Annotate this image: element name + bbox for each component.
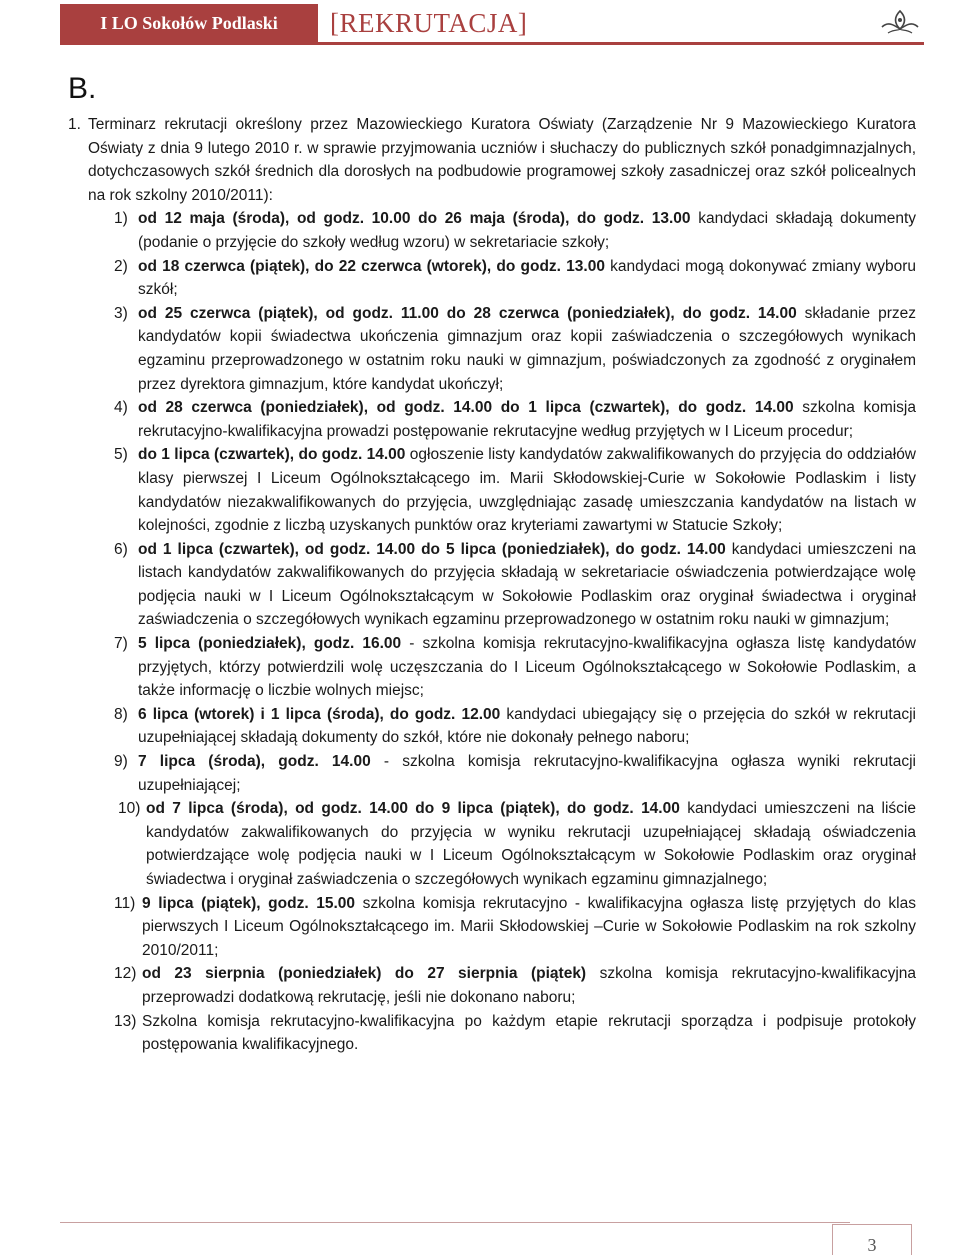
list-item <box>114 962 916 1009</box>
item-text <box>138 538 916 632</box>
item-text <box>146 797 916 891</box>
item-number: 7) <box>114 635 128 653</box>
item-description: Szkolna komisja rekrutacyjno-kwalifikacyjna po każdym etapie rekrutacji sporządza i podpisuje protokoły postępowania kwalifikacyjnego. <box>142 1012 916 1054</box>
page-number: 3 <box>867 1235 877 1255</box>
document-body <box>68 113 916 1057</box>
item-date: od 23 sierpnia (poniedziałek) do 27 sierpnia (piątek) <box>142 965 587 983</box>
school-name: I LO Sokołów Podlaski <box>60 4 318 42</box>
item-description: kandydaci ubiegający się o przejęcia do szkół w rekrutacji uzupełniającej składają dokumenty do szkół, które nie dokonały pełnego naboru; <box>138 705 916 747</box>
list-item <box>114 396 916 443</box>
item-text <box>138 703 916 750</box>
list-item <box>114 750 916 797</box>
list-item <box>114 1010 916 1057</box>
item-date: 9 lipca (piątek), godz. 15.00 <box>142 894 356 912</box>
item-text <box>138 396 916 443</box>
item-date: od 18 czerwca (piątek), do 22 czerwca (wtorek), do godz. 13.00 <box>138 257 605 275</box>
item-text <box>138 632 916 703</box>
list-item <box>114 302 916 396</box>
item-number: 10) <box>118 800 141 818</box>
item-description: ogłoszenie listy kandydatów zakwalifikowanych do przyjęcia do oddziałów klasy pierwszej I Liceum Ogólnokształcącego im. Marii Skłodowskiej-Curie w Sokołowie Podlaskim i listy kandydatów niezakwalifikowanych do przyjęcia, uwzględniając zasadę umieszczania kandydatów na listach w kolejności, zgodnie z liczbą uzyskanych punktów oraz kryteriami zawartymi w Statucie Szkoły; <box>138 446 917 535</box>
item-number: 6) <box>114 540 128 558</box>
header-title: [REKRUTACJA] <box>330 8 528 38</box>
item-date: od 25 czerwca (piątek), od godz. 11.00 do 28 czerwca (poniedziałek), do godz. 14.00 <box>138 304 797 322</box>
item-text <box>138 255 916 302</box>
header-rule <box>60 42 924 45</box>
item-number: 3) <box>114 304 128 322</box>
intro-number: 1. <box>68 116 81 133</box>
item-number: 12) <box>114 965 137 983</box>
list-item <box>114 892 916 963</box>
item-date: 6 lipca (wtorek) i 1 lipca (środa), do godz. 12.00 <box>138 705 501 723</box>
item-number: 2) <box>114 257 128 275</box>
item-description: szkolna komisja rekrutacyjno - kwalifikacyjna ogłasza listę przyjętych do klas pierwszych I Liceum Ogólnokształcącego im. Marii Skłodowskiej –Curie w Sokołowie Podlaskim na rok szkolny 2010/2011; <box>142 894 916 959</box>
page-number-box <box>832 1224 912 1255</box>
item-text <box>142 892 916 963</box>
item-number: 11) <box>114 894 136 912</box>
item-date: od 1 lipca (czwartek), od godz. 14.00 do 5 lipca (poniedziałek), do godz. 14.00 <box>138 540 726 558</box>
item-description: szkolna komisja rekrutacyjno-kwalifikacyjna przeprowadzi dodatkową rekrutację, jeśli nie dokonano naboru; <box>142 965 916 1006</box>
list-item <box>114 703 916 750</box>
item-description: kandydaci umieszczeni na liście kandydatów zakwalifikowanych do przyjęcia w wyniku rekrutacji uzupełniającej składają oświadczenia potwierdzające wolę podjęcia nauki w I Liceum Ogólnokształcącym w Sokołowie Podlaskim oraz oryginał świadectwa i oryginał zaświadczenia o szczegółowych wynikach egzaminu gimnazjalnego; <box>146 800 916 888</box>
item-number: 13) <box>114 1012 137 1030</box>
item-description: kandydaci mogą dokonywać zmiany wyboru szkół; <box>138 257 916 299</box>
item-description: - szkolna komisja rekrutacyjno-kwalifikacyjna ogłasza listę kandydatów przyjętych, którzy potwierdzili wolę uczęszczania do I Liceum Ogólnokształcącego w Sokołowie Podlaskim, a także informację o liczbie wolnych miejsc; <box>138 635 916 700</box>
item-date: od 7 lipca (środa), od godz. 14.00 do 9 lipca (piątek), do godz. 14.00 <box>146 800 680 818</box>
item-description: - szkolna komisja rekrutacyjno-kwalifikacyjna ogłasza wyniki rekrutacji uzupełniającej; <box>138 753 916 794</box>
decorative-flourish-icon <box>878 7 922 39</box>
item-text <box>138 750 916 797</box>
item-number: 5) <box>114 446 128 464</box>
item-date: 5 lipca (poniedziałek), godz. 16.00 <box>138 635 402 653</box>
item-number: 1) <box>114 210 128 228</box>
item-description: składanie przez kandydatów kopii świadectwa ukończenia gimnazjum oraz kopii zaświadczenia o szczegółowych wynikach egzaminu przeprowadzonego w ostatnim roku nauki w gimnazjum, poświadczonych za zgodność z oryginałem przez dyrektora gimnazjum, które kandydat ukończył; <box>138 304 916 393</box>
item-text <box>138 302 916 396</box>
intro-paragraph <box>68 113 916 207</box>
item-number: 9) <box>114 753 128 771</box>
item-date: do 1 lipca (czwartek), do godz. 14.00 <box>138 446 406 464</box>
item-text <box>138 443 916 537</box>
item-date: od 12 maja (środa), od godz. 10.00 do 26 maja (środa), do godz. 13.00 <box>138 210 691 228</box>
item-text <box>138 207 916 254</box>
list-item <box>114 207 916 254</box>
item-description: kandydaci umieszczeni na listach kandydatów zakwalifikowanych do przyjęcia składają w sekretariacie oświadczenia potwierdzające wolę podjęcia nauki w I Liceum Ogólnokształcącym w Sokołowie Podlaskim oraz oryginał świadectwa i oryginał zaświadczenia o szczegółowych wynikach egzaminu przeprowadzonego w ostatnim roku nauki w gimnazjum; <box>138 540 916 629</box>
list-item <box>114 443 916 537</box>
item-number: 8) <box>114 705 128 723</box>
list-item <box>114 255 916 302</box>
item-number: 4) <box>114 399 128 417</box>
header-title-area <box>318 4 924 43</box>
item-description: szkolna komisja rekrutacyjno-kwalifikacyjna prowadzi postępowanie rekrutacyjne według przyjętych w I Liceum procedur; <box>138 399 916 440</box>
schedule-list <box>114 207 916 1056</box>
section-letter: B. <box>68 72 97 105</box>
item-date: od 28 czerwca (poniedziałek), od godz. 14.00 do 1 lipca (czwartek), do godz. 14.00 <box>138 399 794 417</box>
item-text <box>142 1010 916 1057</box>
item-text <box>142 962 916 1009</box>
item-description: kandydaci składają dokumenty (podanie o przyjęcie do szkoły według wzoru) w sekretariacie szkoły; <box>138 210 917 251</box>
footer-rule <box>60 1222 850 1223</box>
list-item <box>118 797 916 891</box>
page-header <box>60 4 924 44</box>
list-item <box>114 538 916 632</box>
intro-text: Terminarz rekrutacji określony przez Mazowieckiego Kuratora Oświaty (Zarządzenie Nr 9 Mazowieckiego Kuratora Oświaty z dnia 9 lutego 2010 r. w sprawie przyjmowania uczniów i słuchaczy do publicznych szkół ponadgimnazjalnych, dotychczasowych szkół średnich dla dorosłych na podbudowie programowej szkoły zasadniczej oraz szkół policealnych na rok szkolny 2010/2011): <box>88 116 916 204</box>
item-date: 7 lipca (środa), godz. 14.00 <box>138 753 371 771</box>
list-item <box>114 632 916 703</box>
